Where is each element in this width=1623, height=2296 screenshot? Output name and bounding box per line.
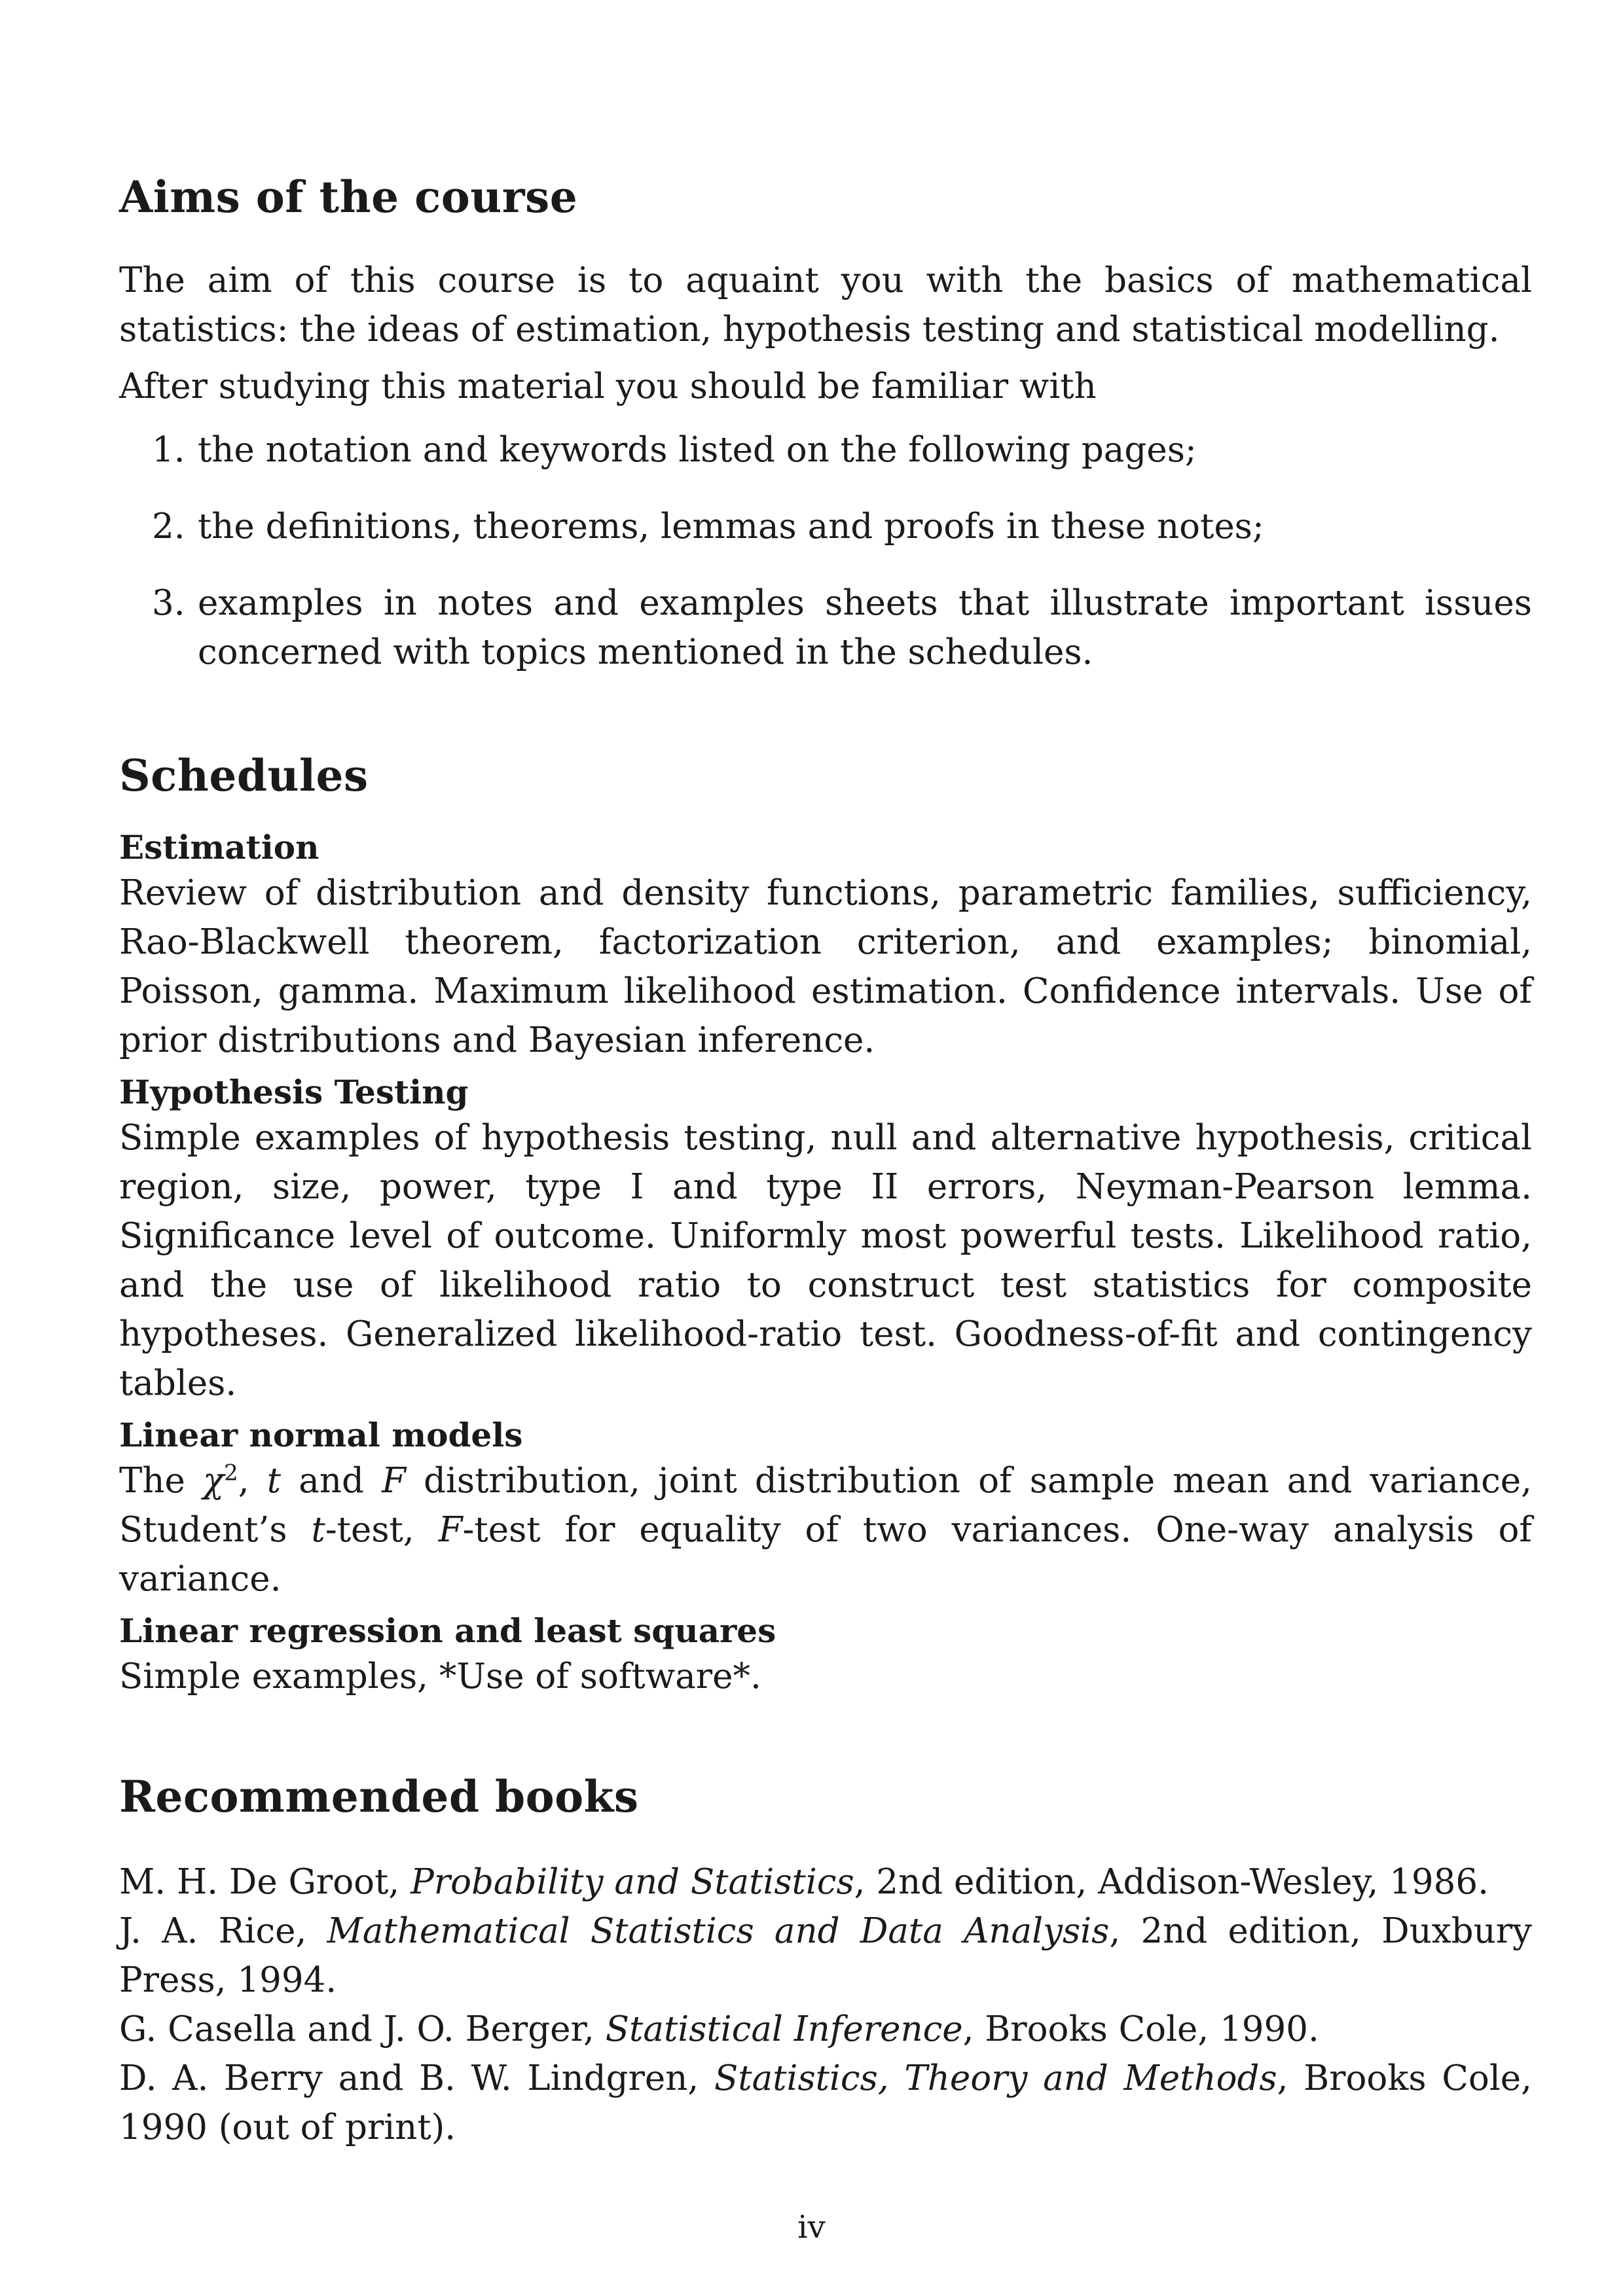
- book-title: Statistical Inference: [605, 2009, 963, 2049]
- list-item: [119, 502, 1532, 551]
- list-item-text: the definitions, theorems, lemmas and proofs in these notes;: [198, 507, 1264, 547]
- aims-paragraph-1: The aim of this course is to aquaint you with the basics of mathematical statistics: the ideas of estimation, hypothesis testing and statistical modelling.: [119, 260, 1532, 350]
- list-item-number: 3.: [152, 583, 185, 624]
- hypothesis-block: [119, 1073, 1532, 1408]
- page-number: iv: [797, 2209, 826, 2246]
- list-item-text: the notation and keywords listed on the following pages;: [198, 430, 1197, 471]
- book-entry: J. A. Rice, Mathematical Statistics and Data Analysis, 2nd edition, Duxbury Press, 1994.: [119, 1910, 1532, 2000]
- books-heading: Recommended books: [119, 1771, 639, 1823]
- regression-title: Linear regression and least squares: [119, 1611, 776, 1651]
- estimation-title: Estimation: [119, 828, 319, 867]
- book-entry: D. A. Berry and B. W. Lindgren, Statistics, Theory and Methods, Brooks Cole, 1990 (out of print).: [119, 2058, 1532, 2147]
- book-title: Mathematical Statistics and Data Analysis: [327, 1910, 1110, 1951]
- book-title: Probability and Statistics: [410, 1861, 854, 1902]
- book-entry: G. Casella and J. O. Berger, Statistical Inference, Brooks Cole, 1990.: [119, 2009, 1319, 2049]
- linear-normal-title: Linear normal models: [119, 1416, 523, 1455]
- book-entry: M. H. De Groot, Probability and Statistics, 2nd edition, Addison-Wesley, 1986.: [119, 1861, 1489, 1902]
- hypothesis-body: Simple examples of hypothesis testing, null and alternative hypothesis, critical region, size, power, type I and type II errors, Neyman-Pearson lemma. Significance level of outcome. Uniformly most powerful tests. Likelihood ratio, and the use of likelihood ratio to construct test statistics for composite hypotheses. Generalized likelihood-ratio test. Goodness-of-fit and contingency tables.: [119, 1118, 1532, 1404]
- regression-block: [119, 1611, 1532, 1701]
- aims-list: [119, 425, 1532, 677]
- linear-normal-block: [119, 1416, 1532, 1604]
- list-item-text: examples in notes and examples sheets that illustrate important issues concerned with topics mentioned in the schedules.: [198, 583, 1532, 673]
- schedules-heading: Schedules: [119, 750, 369, 802]
- list-item: [119, 579, 1532, 677]
- estimation-body: Review of distribution and density functions, parametric families, sufficiency, Rao-Blackwell theorem, factorization criterion, and examples; binomial, Poisson, gamma. Maximum likelihood estimation. Confidence intervals. Use of prior distributions and Bayesian inference.: [119, 873, 1532, 1061]
- aims-heading: Aims of the course: [119, 171, 578, 223]
- list-item-number: 2.: [152, 507, 185, 547]
- chi-exponent: 2: [224, 1460, 238, 1486]
- book-title: Statistics, Theory and Methods: [714, 2058, 1277, 2098]
- list-item-number: 1.: [152, 430, 185, 471]
- aims-paragraph-2: After studying this material you should be familiar with: [119, 367, 1097, 407]
- list-item: [119, 425, 1532, 475]
- content: [119, 171, 1532, 2152]
- estimation-block: [119, 828, 1532, 1065]
- regression-body: Simple examples, *Use of software*.: [119, 1657, 761, 1697]
- chi-symbol: χ: [203, 1461, 225, 1501]
- hypothesis-title: Hypothesis Testing: [119, 1073, 469, 1112]
- linear-normal-body: The $\chi^2$, t and F distribution, joint distribution of sample mean and variance, Student’s t-test, F-test for equality of two variances. One-way analysis of variance.: [119, 1460, 1533, 1600]
